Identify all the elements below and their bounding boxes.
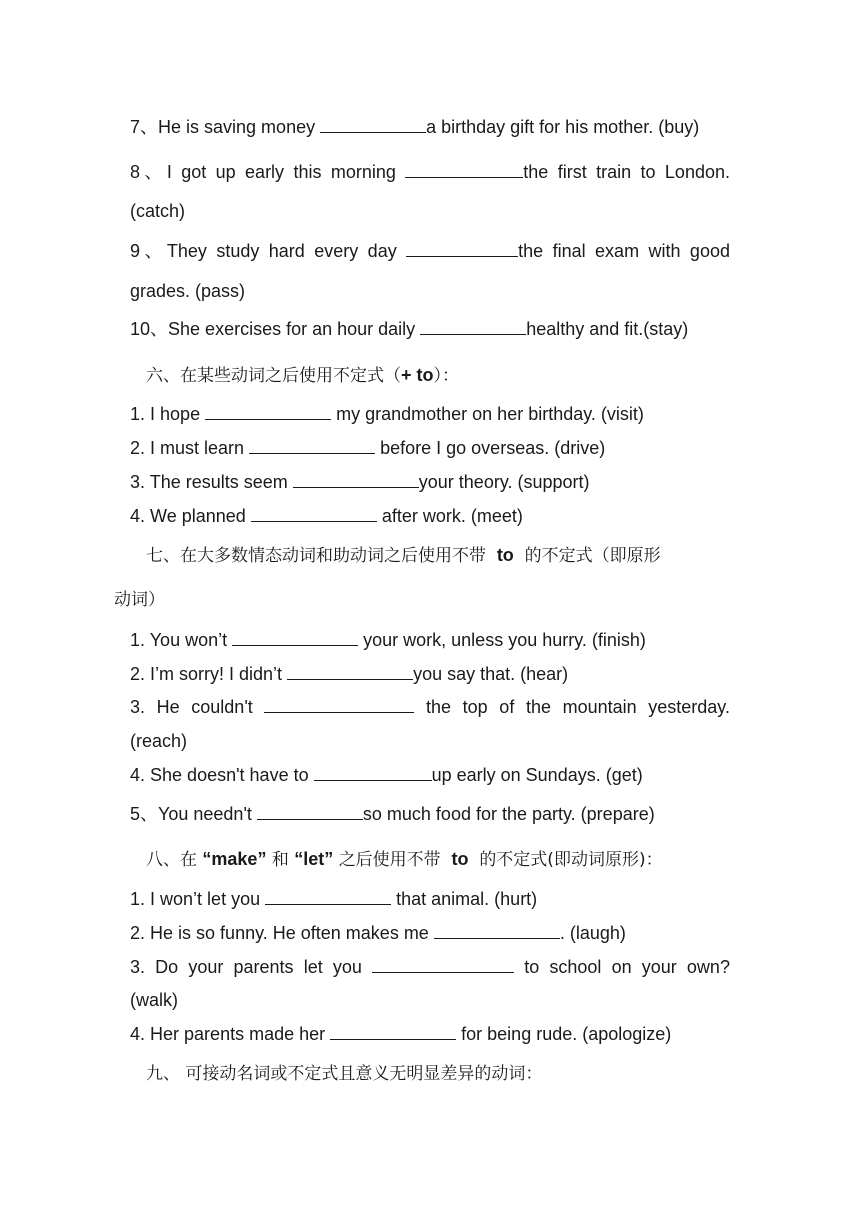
section-8-item-3-continuation: (walk) — [130, 990, 178, 1010]
section-7-heading-continuation: 动词） — [114, 590, 165, 610]
item-text-before: He is saving money — [158, 117, 316, 137]
answer-blank[interactable] — [434, 921, 560, 939]
section-7-heading: 七、在大多数情态动词和助动词之后使用不带 to 的不定式（即原形 — [146, 545, 661, 566]
section-8-item-4: 4. Her parents made her for being rude. (apologize) — [130, 1024, 672, 1044]
exercise-item-9-continuation: grades. (pass) — [130, 281, 246, 301]
answer-blank[interactable] — [320, 115, 426, 133]
answer-blank[interactable] — [251, 504, 377, 522]
answer-blank[interactable] — [249, 436, 375, 454]
section-8-item-3: 3. Do your parents let you to school on your own? — [130, 957, 730, 977]
answer-blank[interactable] — [265, 887, 391, 905]
exercise-item-8-continuation: (catch) — [130, 201, 186, 221]
section-8-heading: 八、在 “make” 和 “let” 之后使用不带 to 的不定式(即动词原形)： — [146, 849, 663, 870]
answer-blank[interactable] — [330, 1022, 456, 1040]
section-9-heading: 九、 可接动名词或不定式且意义无明显差异的动词： — [146, 1064, 543, 1084]
exercise-item-10 — [130, 317, 688, 341]
section-8-item-2: 2. He is so funny. He often makes me . (laugh) — [130, 923, 626, 943]
answer-blank[interactable] — [287, 662, 413, 680]
section-7-item-1: 1. You won’t your work, unless you hurry. (finish) — [130, 630, 646, 650]
section-7-item-2: 2. I’m sorry! I didn’t you say that. (hear) — [130, 664, 569, 684]
section-6-item-3: 3. The results seem your theory. (support) — [130, 472, 590, 492]
answer-blank[interactable] — [264, 695, 414, 713]
section-7-item-3-continuation: (reach) — [130, 731, 188, 751]
section-6-heading: 六、在某些动词之后使用不定式（+ to）： — [146, 365, 460, 386]
item-number: 7、 — [130, 117, 159, 137]
section-8-item-1: 1. I won’t let you that animal. (hurt) — [130, 889, 538, 909]
item-text-after: healthy and fit.(stay) — [526, 319, 689, 339]
answer-blank[interactable] — [293, 470, 419, 488]
answer-blank[interactable] — [314, 763, 432, 781]
item-text-after: the first train to London. — [523, 162, 730, 182]
exercise-item-9 — [130, 239, 730, 263]
answer-blank[interactable] — [232, 628, 358, 646]
item-number: 9、 — [130, 241, 167, 261]
section-7-item-4: 4. She doesn't have to up early on Sundays. (get) — [130, 765, 643, 785]
answer-blank[interactable] — [372, 955, 514, 973]
answer-blank[interactable] — [420, 317, 526, 335]
section-6-item-4: 4. We planned after work. (meet) — [130, 506, 523, 526]
item-text-before: She exercises for an hour daily — [168, 319, 416, 339]
item-text-before: They study hard every day — [166, 241, 397, 261]
section-6-item-1: 1. I hope my grandmother on her birthday. (visit) — [130, 404, 644, 424]
item-text-after: a birthday gift for his mother. (buy) — [426, 117, 700, 137]
section-6-item-2: 2. I must learn before I go overseas. (drive) — [130, 438, 606, 458]
item-text-after: the final exam with good — [518, 241, 730, 261]
answer-blank[interactable] — [205, 402, 331, 420]
section-7-item-3: 3. He couldn't the top of the mountain yesterday. — [130, 697, 730, 717]
answer-blank[interactable] — [406, 239, 518, 257]
item-number: 10、 — [130, 319, 169, 339]
section-7-item-5: 5、You needn't so much food for the party. (prepare) — [130, 804, 655, 824]
item-text-before: I got up early this morning — [166, 162, 396, 182]
answer-blank[interactable] — [405, 160, 523, 178]
answer-blank[interactable] — [257, 802, 363, 820]
exercise-item-8 — [130, 160, 730, 184]
exercise-item-7 — [130, 115, 699, 139]
item-number: 8、 — [130, 162, 167, 182]
